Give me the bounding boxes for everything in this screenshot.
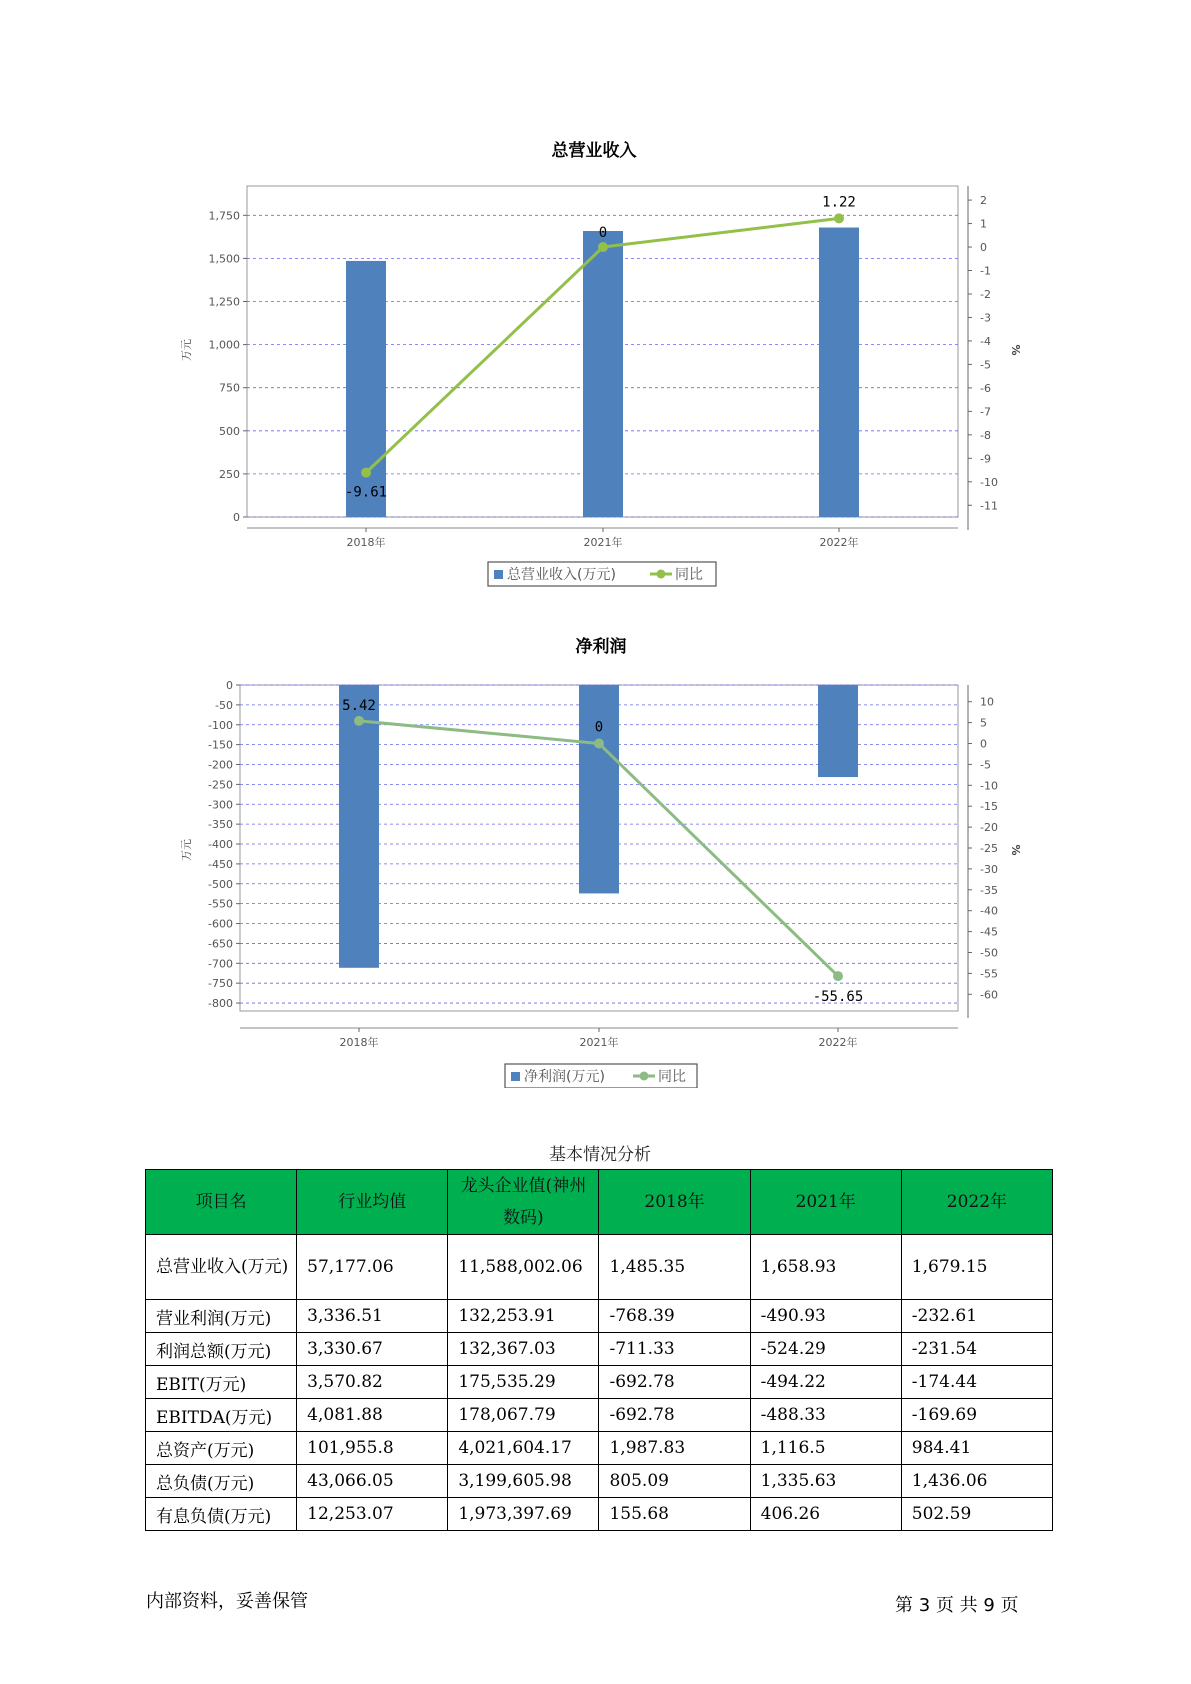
- page-number: 第 3 页 共 9 页: [895, 1595, 1019, 1616]
- data-label: 0: [594, 719, 604, 736]
- y2-tick-label: -10: [980, 779, 998, 793]
- y2-tick-label: -60: [980, 988, 998, 1002]
- value-cell: 43,066.05: [297, 1465, 448, 1498]
- legend-line-label: 同比: [675, 567, 703, 583]
- yoy-point: [834, 213, 844, 223]
- y2-tick-label: -2: [980, 287, 991, 301]
- legend-bar-label: 净利润(万元): [524, 1069, 605, 1085]
- revenue-chart: [0, 130, 1191, 600]
- value-cell: 805.09: [599, 1465, 750, 1498]
- x-tick-label: 2018年: [346, 536, 386, 549]
- y2-tick-label: -5: [980, 758, 991, 772]
- y-tick-label: -200: [208, 758, 233, 772]
- value-cell: 406.26: [750, 1498, 901, 1531]
- value-cell: -231.54: [901, 1333, 1052, 1366]
- value-cell: 1,987.83: [599, 1432, 750, 1465]
- y-tick-label: 1,250: [208, 295, 240, 309]
- value-cell: -494.22: [750, 1366, 901, 1399]
- value-cell: 3,570.82: [297, 1366, 448, 1399]
- y-tick-label: -300: [208, 798, 233, 812]
- value-cell: 11,588,002.06: [448, 1235, 599, 1300]
- value-cell: 12,253.07: [297, 1498, 448, 1531]
- y2-tick-label: 5: [980, 716, 987, 730]
- header-cell: 项目名: [146, 1170, 297, 1235]
- value-cell: -692.78: [599, 1399, 750, 1432]
- y-tick-label: 1,000: [208, 338, 240, 352]
- bar: [819, 228, 859, 517]
- y-tick-label: 250: [219, 467, 240, 481]
- y-tick-label: 0: [226, 679, 233, 692]
- value-cell: 984.41: [901, 1432, 1052, 1465]
- y2-tick-label: -50: [980, 946, 998, 960]
- y-tick-label: -750: [208, 977, 233, 991]
- table-row: [146, 1498, 1053, 1531]
- value-cell: 3,199,605.98: [448, 1465, 599, 1498]
- y2-tick-label: 10: [980, 695, 994, 709]
- y2-tick-label: 2: [980, 194, 987, 208]
- header-cell: 龙头企业值(神州数码): [448, 1170, 599, 1235]
- value-cell: 3,336.51: [297, 1300, 448, 1333]
- value-cell: -488.33: [750, 1399, 901, 1432]
- chart-title: 总营业收入: [551, 141, 637, 161]
- table-row: [146, 1235, 1053, 1300]
- row-label-cell: 总资产(万元): [146, 1432, 297, 1465]
- yoy-point: [354, 716, 364, 726]
- table-row: [146, 1300, 1053, 1333]
- y2-tick-label: 0: [980, 241, 987, 255]
- value-cell: 1,335.63: [750, 1465, 901, 1498]
- value-cell: 1,679.15: [901, 1235, 1052, 1300]
- row-label-cell: 总营业收入(万元): [146, 1235, 297, 1300]
- y-tick-label: 1,500: [208, 252, 240, 266]
- y2-tick-label: -11: [980, 499, 998, 513]
- bar: [818, 685, 858, 777]
- chart-legend: [488, 562, 716, 586]
- value-cell: 155.68: [599, 1498, 750, 1531]
- legend-line-marker: [640, 1072, 649, 1081]
- table-row: [146, 1432, 1053, 1465]
- y-tick-label: -800: [208, 997, 233, 1011]
- y2-tick-label: -20: [980, 821, 998, 835]
- data-label: 5.42: [342, 697, 376, 714]
- chart-title: 净利润: [575, 637, 627, 657]
- y2-tick-label: -4: [980, 334, 991, 348]
- y-tick-label: -350: [208, 818, 233, 832]
- data-label: -9.61: [344, 484, 388, 501]
- value-cell: 1,973,397.69: [448, 1498, 599, 1531]
- legend-line-marker: [657, 570, 666, 579]
- y2-tick-label: -6: [980, 381, 991, 395]
- header-cell: 2022年: [901, 1170, 1052, 1235]
- confidential-note: 内部资料，妥善保管: [146, 1591, 308, 1612]
- x-tick-label: 2021年: [583, 536, 623, 549]
- y2-tick-label: -7: [980, 405, 991, 419]
- value-cell: 3,330.67: [297, 1333, 448, 1366]
- yoy-point: [594, 739, 604, 749]
- row-label-cell: 营业利润(万元): [146, 1300, 297, 1333]
- y-tick-label: -600: [208, 917, 233, 931]
- value-cell: 178,067.79: [448, 1399, 599, 1432]
- y-tick-label: -250: [208, 778, 233, 792]
- x-tick-label: 2022年: [818, 1036, 858, 1049]
- bar: [579, 685, 619, 893]
- value-cell: 57,177.06: [297, 1235, 448, 1300]
- x-tick-label: 2021年: [579, 1036, 619, 1049]
- y-tick-label: -100: [208, 718, 233, 732]
- bar: [339, 685, 379, 968]
- y2-tick-label: -10: [980, 475, 998, 489]
- value-cell: 502.59: [901, 1498, 1052, 1531]
- legend-bar-swatch: [494, 570, 503, 579]
- y2-tick-label: -40: [980, 904, 998, 918]
- row-label-cell: 总负债(万元): [146, 1465, 297, 1498]
- value-cell: 4,021,604.17: [448, 1432, 599, 1465]
- header-cell: 行业均值: [297, 1170, 448, 1235]
- data-label: 1.22: [822, 194, 856, 211]
- y-tick-label: 750: [219, 381, 240, 395]
- value-cell: -174.44: [901, 1366, 1052, 1399]
- value-cell: 1,436.06: [901, 1465, 1052, 1498]
- y2-tick-label: -9: [980, 452, 991, 466]
- bar: [583, 231, 623, 517]
- bar: [346, 261, 386, 517]
- table-row: [146, 1399, 1053, 1432]
- row-label-cell: EBITDA(万元): [146, 1399, 297, 1432]
- value-cell: 1,658.93: [750, 1235, 901, 1300]
- y-tick-label: -550: [208, 897, 233, 911]
- y-tick-label: 0: [233, 511, 240, 524]
- value-cell: 4,081.88: [297, 1399, 448, 1432]
- yoy-point: [361, 468, 371, 478]
- y2-tick-label: -35: [980, 883, 998, 897]
- value-cell: -524.29: [750, 1333, 901, 1366]
- chart-svg: [0, 130, 1191, 600]
- chart-svg: [0, 628, 1191, 1088]
- value-cell: -768.39: [599, 1300, 750, 1333]
- value-cell: 175,535.29: [448, 1366, 599, 1399]
- data-label: 0: [598, 225, 608, 242]
- header-cell: 2018年: [599, 1170, 750, 1235]
- y-tick-label: -500: [208, 877, 233, 891]
- value-cell: 132,367.03: [448, 1333, 599, 1366]
- basic-analysis-table: [145, 1169, 1053, 1531]
- y-axis-label: 万元: [180, 339, 193, 361]
- y2-tick-label: 1: [980, 217, 987, 231]
- y-tick-label: -700: [208, 957, 233, 971]
- net-profit-chart: [0, 628, 1191, 1088]
- row-label-cell: 有息负债(万元): [146, 1498, 297, 1531]
- value-cell: -711.33: [599, 1333, 750, 1366]
- y2-tick-label: -30: [980, 862, 998, 876]
- y2-tick-label: -45: [980, 925, 998, 939]
- data-label: -55.65: [812, 989, 864, 1006]
- y2-tick-label: 0: [980, 737, 987, 751]
- value-cell: -490.93: [750, 1300, 901, 1333]
- y-tick-label: 500: [219, 424, 240, 438]
- legend-bar-swatch: [511, 1072, 520, 1081]
- table-row: [146, 1366, 1053, 1399]
- y2-tick-label: -8: [980, 428, 991, 442]
- y-tick-label: -50: [215, 698, 233, 712]
- header-cell: 2021年: [750, 1170, 901, 1235]
- y2-tick-label: -1: [980, 264, 991, 278]
- yoy-point: [833, 971, 843, 981]
- y-tick-label: -450: [208, 857, 233, 871]
- value-cell: 132,253.91: [448, 1300, 599, 1333]
- legend-bar-label: 总营业收入(万元): [507, 567, 616, 583]
- y-tick-label: -650: [208, 937, 233, 951]
- table-caption: 基本情况分析: [549, 1145, 651, 1165]
- y-tick-label: -150: [208, 738, 233, 752]
- yoy-point: [598, 242, 608, 252]
- table-header-row: [146, 1170, 1053, 1235]
- x-tick-label: 2018年: [339, 1036, 379, 1049]
- y-axis-label: 万元: [180, 839, 193, 861]
- y2-tick-label: -25: [980, 842, 998, 855]
- y2-tick-label: -15: [980, 800, 998, 814]
- value-cell: 1,116.5: [750, 1432, 901, 1465]
- value-cell: 101,955.8: [297, 1432, 448, 1465]
- y2-tick-label: -5: [980, 358, 991, 372]
- row-label-cell: EBIT(万元): [146, 1366, 297, 1399]
- value-cell: -232.61: [901, 1300, 1052, 1333]
- y-tick-label: -400: [208, 838, 233, 852]
- y-tick-label: 1,750: [208, 209, 240, 223]
- value-cell: -692.78: [599, 1366, 750, 1399]
- y2-axis-label: %: [1009, 844, 1022, 856]
- y2-tick-label: -55: [980, 967, 998, 981]
- y2-axis-label: %: [1009, 344, 1022, 356]
- value-cell: 1,485.35: [599, 1235, 750, 1300]
- legend-line-label: 同比: [658, 1069, 686, 1085]
- chart-legend: [505, 1064, 697, 1088]
- table-row: [146, 1465, 1053, 1498]
- y2-tick-label: -3: [980, 311, 991, 325]
- row-label-cell: 利润总额(万元): [146, 1333, 297, 1366]
- value-cell: -169.69: [901, 1399, 1052, 1432]
- table-row: [146, 1333, 1053, 1366]
- x-tick-label: 2022年: [819, 536, 859, 549]
